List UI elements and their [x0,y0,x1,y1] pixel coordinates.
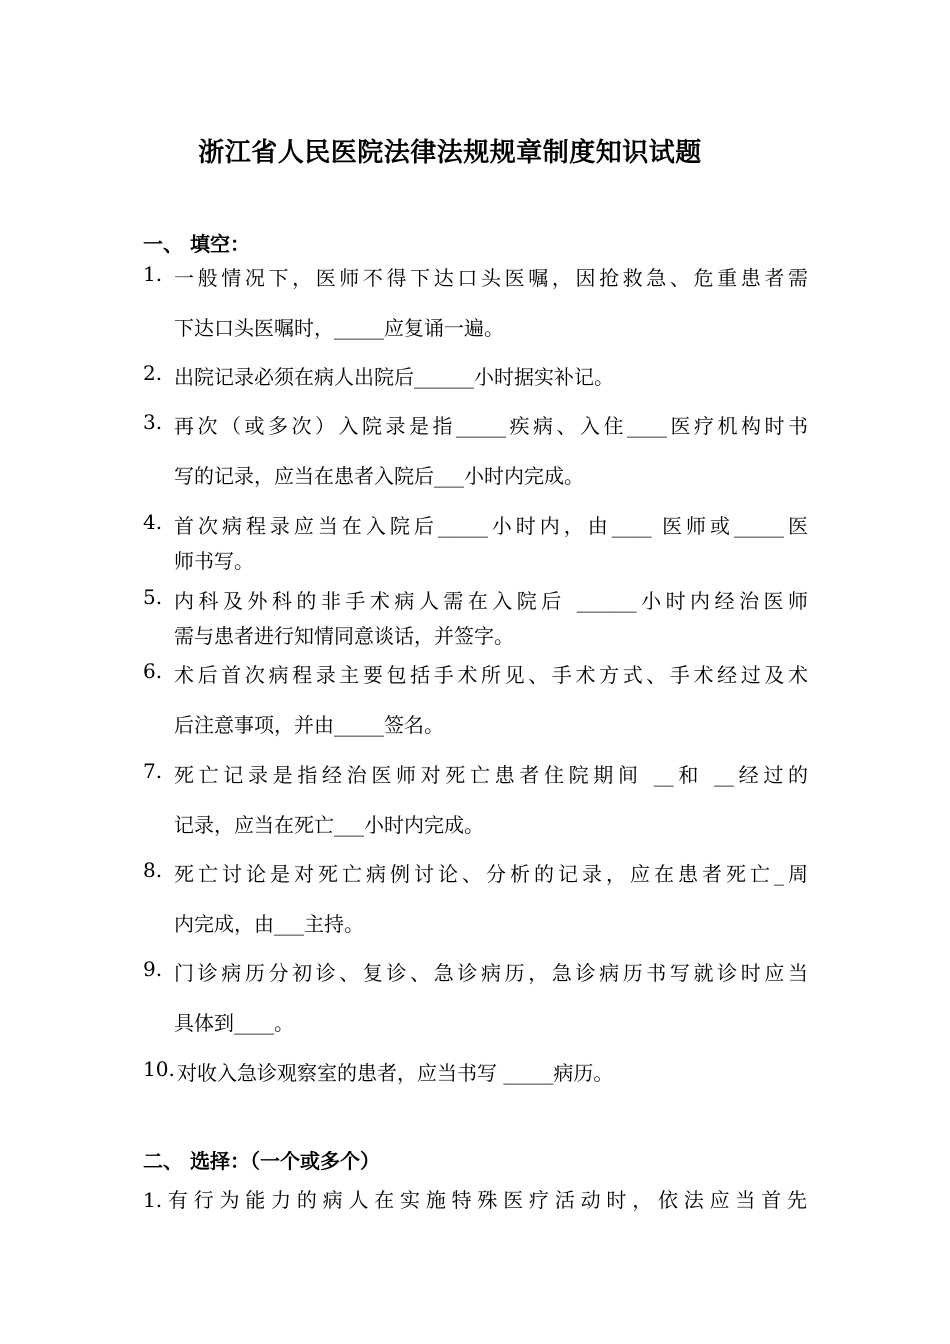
question-text-line: 记录，应当在死亡___小时内完成。 [174,813,484,837]
question-text-line: 内科及外科的非手术病人需在入院后 ______小时内经治医师 [174,589,808,613]
question-text-line: 死亡讨论是对死亡病例讨论、分析的记录，应在患者死亡_周 [174,862,808,886]
question-number: 9. [143,957,163,981]
question-text-line: 需与患者进行知情同意谈话，并签字。 [174,624,514,648]
question-text-line: 对收入急诊观察室的患者，应当书写 _____病历。 [177,1061,614,1085]
question-text-line: 写的记录，应当在患者入院后___小时内完成。 [174,464,584,488]
question-text-line: 1.有行为能力的病人在实施特殊医疗活动时，依法应当首先 [143,1188,807,1212]
question-number: 1. [143,262,163,286]
question-text-line: 术后首次病程录主要包括手术所见、手术方式、手术经过及术 [174,663,808,687]
question-number: 8. [143,858,163,882]
question-number: 10. [143,1057,175,1081]
page-title: 浙江省人民医院法律法规规章制度知识试题 [198,138,702,168]
question-text-line: 死亡记录是指经治医师对死亡患者住院期间 __和 __经过的 [174,763,808,787]
question-text-line: 具体到____。 [174,1011,294,1035]
question-text-line: 门诊病历分初诊、复诊、急诊病历，急诊病历书写就诊时应当 [174,961,808,985]
question-text-line: 下达口头医嘱时，_____应复诵一遍。 [174,316,504,340]
question-number: 7. [143,759,163,783]
question-text-line: 出院记录必须在病人出院后______小时据实补记。 [174,365,614,389]
question-text-line: 一般情况下，医师不得下达口头医嘱，因抢救急、危重患者需 [174,266,808,290]
question-text-line: 内完成，由___主持。 [174,912,364,936]
question-number: 5. [143,585,163,609]
question-number: 6. [143,659,163,683]
question-number: 2. [143,361,163,385]
section-heading-multiple-choice: 二、 选择：（一个或多个） [143,1149,380,1173]
question-text-line: 再次（或多次）入院录是指_____疾病、入住____医疗机构时书 [174,414,808,438]
question-text-line: 后注意事项，并由_____签名。 [174,713,444,737]
question-number: 4. [143,510,163,534]
section-heading-fill-blank: 一、 填空： [143,232,250,256]
question-number: 3. [143,410,163,434]
question-text-line: 师书写。 [174,549,254,573]
question-text-line: 首次病程录应当在入院后_____小时内，由____ 医师或_____医 [174,514,808,538]
